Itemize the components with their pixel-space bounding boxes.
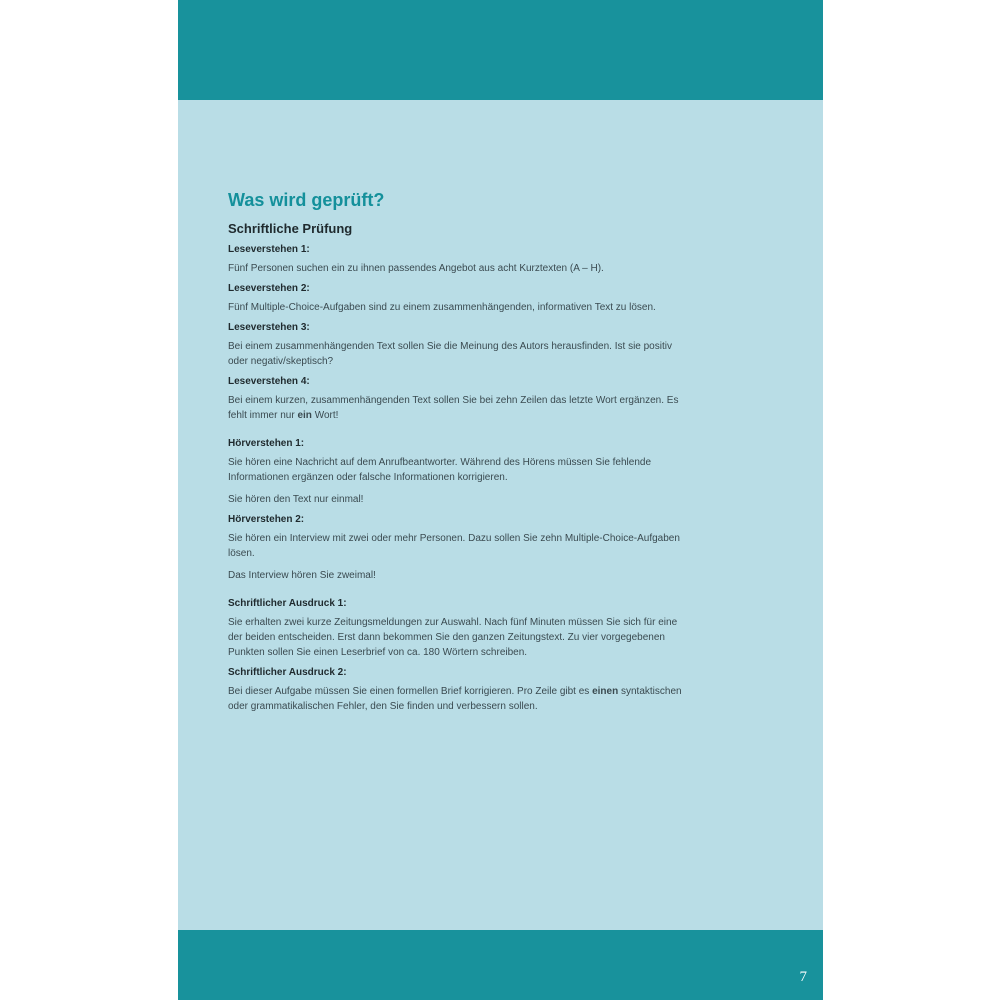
page-content	[228, 190, 688, 721]
emphasis-word: einen	[592, 686, 619, 697]
page-number: 7	[799, 969, 807, 985]
text-part: Wort!	[311, 410, 339, 421]
text-part: syntaktischen oder grammatikalischen Fehler, den Sie finden und verbessern sollen.	[228, 686, 682, 712]
section-text-leseverstehen-3: Bei einem zusammenhängenden Text sollen Sie die Meinung des Autors herausfinden. Ist sie positiv oder negativ/skeptisch?	[228, 341, 672, 367]
section-heading-schriftlicher-ausdruck-2: Schriftlicher Ausdruck 2:	[228, 667, 347, 678]
section-text-leseverstehen-2: Fünf Multiple-Choice-Aufgaben sind zu einem zusammenhängenden, informativen Text zu lösen.	[228, 302, 656, 313]
section-note-hoerverstehen-1: Sie hören den Text nur einmal!	[228, 494, 364, 505]
section-text-hoerverstehen-2: Sie hören ein Interview mit zwei oder mehr Personen. Dazu sollen Sie zehn Multiple-Choice-Aufgaben lösen.	[228, 533, 680, 559]
section-heading-hoerverstehen-1: Hörverstehen 1:	[228, 438, 305, 449]
section-subtitle: Schriftliche Prüfung	[228, 221, 353, 236]
section-heading-schriftlicher-ausdruck-1: Schriftlicher Ausdruck 1:	[228, 598, 347, 609]
section-text-hoerverstehen-1: Sie hören eine Nachricht auf dem Anrufbeantworter. Während des Hörens müssen Sie fehlende Informationen ergänzen oder falsche Informationen korrigieren.	[228, 457, 652, 483]
text-part: Bei einem kurzen, zusammenhängenden Text sollen Sie bei zehn Zeilen das letzte Wort ergänzen. Es fehlt immer nur	[228, 395, 679, 421]
section-heading-hoerverstehen-2: Hörverstehen 2:	[228, 514, 305, 525]
section-heading-leseverstehen-1: Leseverstehen 1:	[228, 244, 310, 255]
book-page	[178, 0, 823, 1000]
text-part: Bei dieser Aufgabe müssen Sie einen formellen Brief korrigieren. Pro Zeile gibt es	[228, 686, 593, 697]
bottom-color-band	[178, 930, 823, 1000]
top-color-band	[178, 0, 823, 100]
section-text-leseverstehen-4	[228, 393, 688, 423]
section-text-schriftlicher-ausdruck-1: Sie erhalten zwei kurze Zeitungsmeldungen zur Auswahl. Nach fünf Minuten müssen Sie sich für eine der beiden entscheiden. Erst dann bekommen Sie den ganzen Zeitungstext. Zu vier vorgegebenen Punkten sollen Sie einen Leserbrief von ca. 180 Wörtern schreiben.	[228, 617, 678, 658]
emphasis-word: ein	[297, 410, 312, 421]
section-heading-leseverstehen-3: Leseverstehen 3:	[228, 322, 310, 333]
page-title: Was wird geprüft?	[228, 190, 385, 210]
section-text-leseverstehen-1: Fünf Personen suchen ein zu ihnen passendes Angebot aus acht Kurztexten (A – H).	[228, 263, 604, 274]
section-text-schriftlicher-ausdruck-2	[228, 684, 688, 714]
section-heading-leseverstehen-2: Leseverstehen 2:	[228, 283, 310, 294]
section-note-hoerverstehen-2: Das Interview hören Sie zweimal!	[228, 570, 376, 581]
section-heading-leseverstehen-4: Leseverstehen 4:	[228, 376, 310, 387]
